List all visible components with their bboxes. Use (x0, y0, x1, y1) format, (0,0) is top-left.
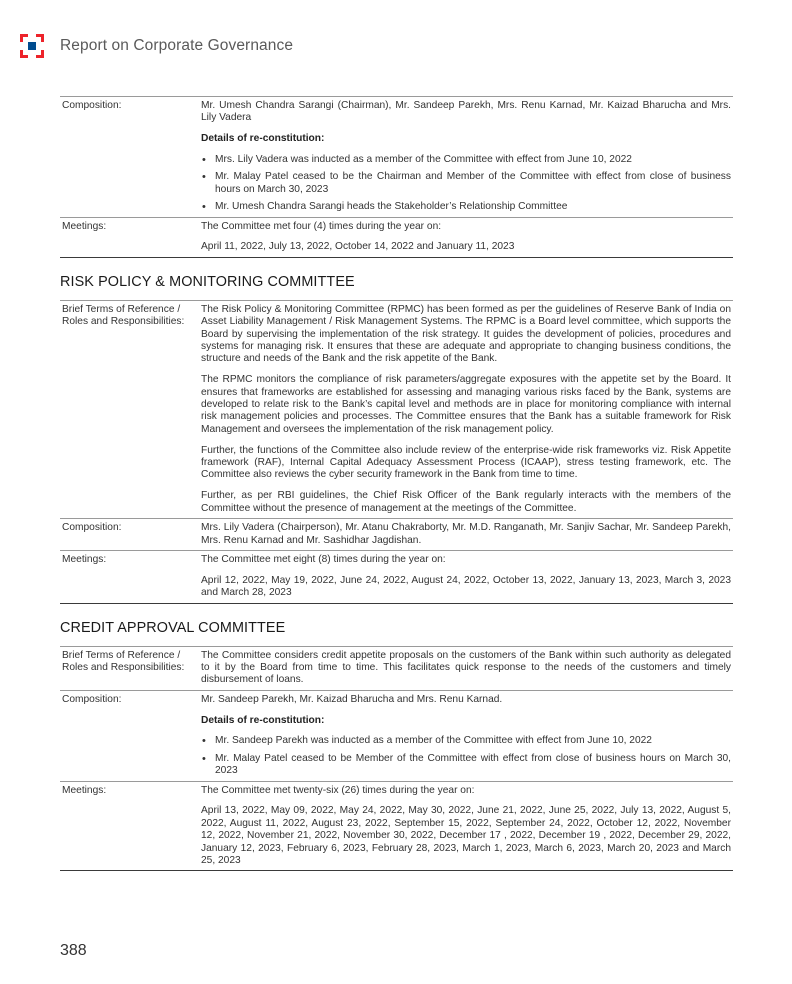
table-row (60, 690, 733, 781)
row-content (201, 218, 733, 257)
paragraph: The RPMC monitors the compliance of risk parameters/aggregate exposures with the appetite set by the Board. It ensures that frameworks are established for assessing and managing various risks faced by the Bank, systems are developed to relate risk to the Bank’s capital level and methods are in place for monitoring compliance with internal risk management policies and processes. The Committee ensures that the Bank has a suitable framework for Risk Management and oversees the implementation of the risk management policy. (201, 374, 731, 435)
row-label: Composition: (62, 100, 122, 111)
row-label: Brief Terms of Reference / Roles and Responsibilities: (62, 649, 185, 673)
table-divider (60, 257, 733, 258)
table-row (60, 217, 733, 257)
reconstitution-heading: Details of re-constitution: (201, 133, 325, 145)
cac-table (60, 646, 733, 872)
composition-text: Mr. Umesh Chandra Sarangi (Chairman), Mr. Sandeep Parekh, Mrs. Renu Karnad, Mr. Kaizad Bharucha and Mrs. Lily Vadera (201, 100, 731, 124)
table-divider (60, 603, 733, 604)
paragraph: Further, as per RBI guidelines, the Chief Risk Officer of the Bank regularly interacts with the members of the Committee without the presence of management at the meetings of the Committee. (201, 490, 731, 514)
reconstitution-list (201, 735, 731, 777)
row-label: Composition: (62, 693, 122, 705)
composition-text: Mr. Sandeep Parekh, Mr. Kaizad Bharucha and Mrs. Renu Karnad. (201, 693, 503, 705)
list-item: • Mr. Malay Patel ceased to be Member of the Committee with effect from close of business hours on March 30, 2023 (201, 753, 731, 778)
meetings-dates: April 12, 2022, May 19, 2022, June 24, 2022, August 24, 2022, October 13, 2022, January 13, 2023, March 3, 2023 and March 28, 2023 (201, 574, 731, 599)
row-label: Brief Terms of Reference / Roles and Responsibilities: (62, 303, 185, 328)
table-divider (60, 870, 733, 871)
meetings-intro: The Committee met twenty-six (26) times during the year on: (201, 784, 475, 796)
table-row (60, 550, 733, 603)
meetings-dates: April 13, 2022, May 09, 2022, May 24, 2022, May 30, 2022, June 21, 2022, June 25, 2022, July 13, 2022, August 5, 2022, August 11, 2022, August 23, 2022, September 15, 2022, September 24, 2022, October 12, 2022, November 12, 2022, November 21, 2022, November 30, 2022, December 17 , 2022, December 19 , 2022, December 29, 2022, January 12, 2023, February 6, 2023, February 28, 2023, March 1, 2023, March 6, 2023, March 20, 2023 and March 25, 2023 (201, 805, 731, 866)
row-content (201, 519, 733, 550)
row-content (201, 782, 733, 871)
list-item: • Mr. Sandeep Parekh was inducted as a member of the Committee with effect from June 10, 2022 (201, 735, 731, 747)
row-label: Meetings: (62, 553, 107, 565)
page-header (20, 34, 293, 58)
document-body (60, 96, 733, 871)
bank-logo-icon (20, 34, 44, 58)
meetings-dates: April 11, 2022, July 13, 2022, October 14, 2022 and January 11, 2023 (201, 241, 515, 253)
page-title: Report on Corporate Governance (60, 37, 294, 54)
reconstitution-list (201, 154, 731, 214)
paragraph: The Risk Policy & Monitoring Committee (RPMC) has been formed as per the guidelines of Reserve Bank of India on Asset Liability Management / Risk Management Systems. The RPMC is a Board level committee, which supports the Board by supervising the implementation of the risk strategy. It guides the development of policies, procedures and systems for managing risk. It ensures that these are adequate and appropriate to changing business conditions, the structure and needs of the Bank and the risk appetite of the Bank. (201, 303, 731, 365)
paragraph: Further, the functions of the Committee also include review of the enterprise-wide risk frameworks viz. Risk Appetite framework (RAF), Internal Capital Adequacy Assessment Process (ICAAP), stress testing framework, etc. The Committee also reviews the cyber security framework in the Bank from time to time. (201, 444, 731, 481)
row-content (201, 551, 733, 603)
table-row (60, 300, 733, 518)
list-item: • Mr. Malay Patel ceased to be the Chairman and Member of the Committee with effect from close of business hours on March 30, 2023 (201, 171, 731, 196)
composition-text: Mrs. Lily Vadera (Chairperson), Mr. Atanu Chakraborty, Mr. M.D. Ranganath, Mr. Sanjiv Sachar, Mr. Sandeep Parekh, Mrs. Renu Karnad and Mr. Sashidhar Jagdishan. (201, 522, 731, 546)
row-content (201, 647, 733, 690)
section-title-cac: CREDIT APPROVAL COMMITTEE (60, 619, 286, 636)
row-content (201, 97, 733, 217)
meetings-intro: The Committee met four (4) times during the year on: (201, 220, 442, 232)
meetings-intro: The Committee met eight (8) times during the year on: (201, 553, 446, 565)
section-title-rpmc: RISK POLICY & MONITORING COMMITTEE (60, 273, 355, 290)
list-item: • Mr. Umesh Chandra Sarangi heads the Stakeholder’s Relationship Committee (201, 201, 731, 213)
table-row (60, 646, 733, 690)
row-content (201, 301, 733, 518)
row-label: Meetings: (62, 784, 107, 796)
table-row (60, 518, 733, 550)
rpmc-table (60, 300, 733, 604)
table-row (60, 96, 733, 217)
row-label: Composition: (62, 522, 122, 534)
table-row (60, 781, 733, 871)
paragraph: The Committee considers credit appetite proposals on the customers of the Bank within such authority as delegated to it by the Board from time to time. This facilitates quick response to the needs of the customers and timely disbursement of loans. (201, 649, 731, 686)
row-label: Meetings: (62, 220, 107, 232)
row-content (201, 691, 733, 781)
list-item: • Mrs. Lily Vadera was inducted as a member of the Committee with effect from June 10, 2022 (201, 154, 731, 166)
reconstitution-heading: Details of re-constitution: (201, 714, 325, 726)
page-number: 388 (60, 942, 87, 959)
stakeholder-table (60, 96, 733, 258)
